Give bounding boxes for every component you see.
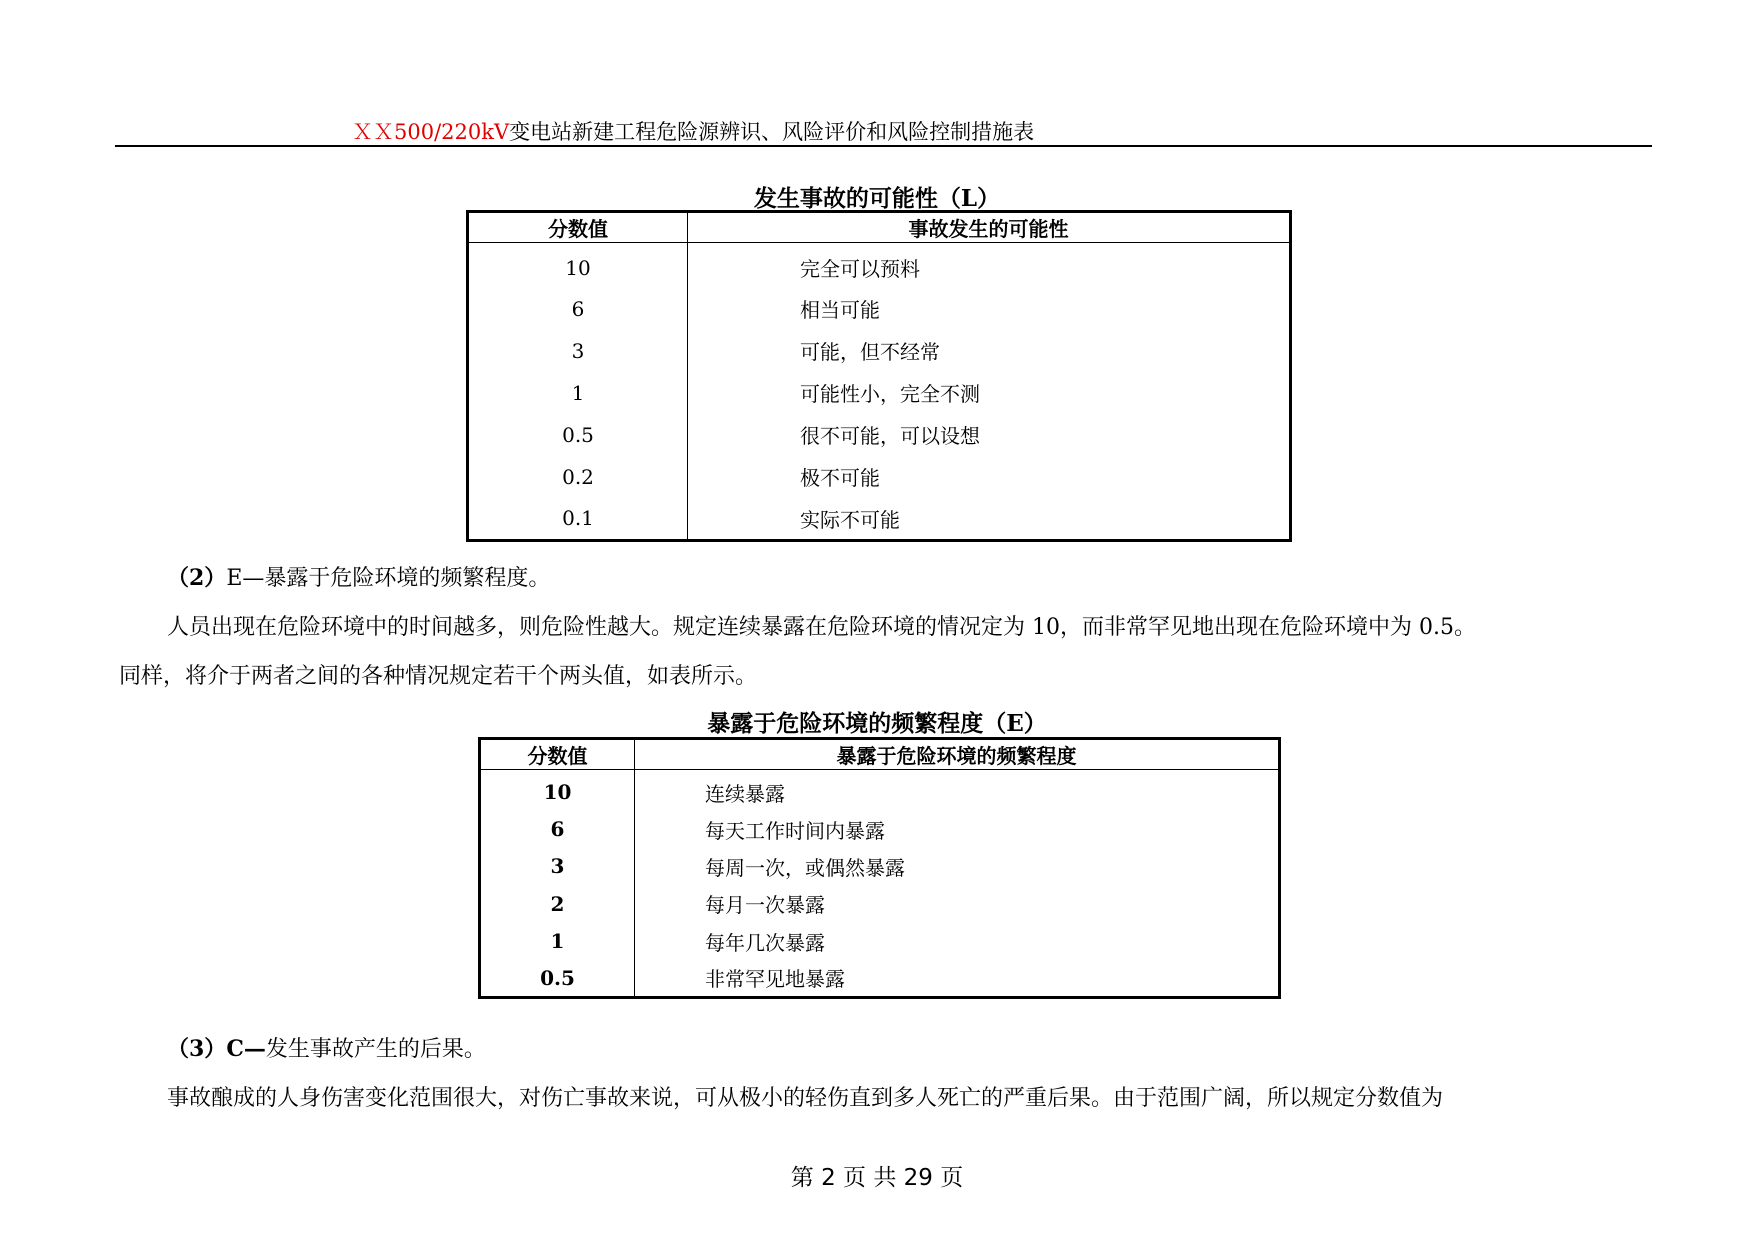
table-likelihood — [466, 210, 1292, 542]
desc-cell: 可能性小，完全不测 — [800, 382, 980, 406]
header-rule — [115, 145, 1652, 147]
section-C-heading — [167, 1032, 486, 1063]
table-exposure — [478, 737, 1281, 999]
table-row — [468, 414, 1291, 456]
score-cell: 10 — [480, 770, 635, 811]
score-cell: 0.5 — [468, 414, 688, 456]
score-cell: 0.1 — [468, 498, 688, 541]
score-cell: 10 — [468, 243, 688, 288]
section-E-heading — [167, 561, 550, 592]
desc-cell: 极不可能 — [800, 466, 880, 490]
section-C-title: 发生事故产生的后果。 — [265, 1037, 486, 1062]
section-E-paragraph-line1: 人员出现在危险环境中的时间越多，则危险性越大。规定连续暴露在危险环境的情况定为 10，而非常罕见地出现在危险环境中为 0.5。 — [167, 615, 1476, 640]
table-row — [480, 770, 1280, 811]
table-L-header-score: 分数值 — [468, 212, 688, 243]
desc-cell: 完全可以预料 — [800, 257, 920, 282]
score-cell: 6 — [480, 811, 635, 848]
section-C-number: （3） — [167, 1036, 227, 1062]
desc-cell: 每周一次，或偶然暴露 — [705, 855, 905, 880]
running-header — [352, 116, 1034, 146]
table-E-header-score: 分数值 — [480, 739, 635, 770]
table-row — [480, 811, 1280, 848]
table-L-header-desc: 事故发生的可能性 — [688, 212, 1291, 243]
desc-cell: 相当可能 — [800, 298, 880, 322]
desc-cell: 非常罕见地暴露 — [705, 967, 845, 992]
score-cell: 6 — [468, 288, 688, 330]
score-cell: 3 — [468, 330, 688, 372]
score-cell: 2 — [480, 885, 635, 923]
desc-cell: 每月一次暴露 — [705, 893, 825, 917]
table-row — [480, 848, 1280, 885]
desc-cell: 每年几次暴露 — [705, 930, 825, 955]
desc-cell: 可能，但不经常 — [800, 340, 940, 364]
section-E-paragraph-line2: 同样，将介于两者之间的各种情况规定若干个两头值，如表所示。 — [119, 664, 758, 689]
desc-cell: 很不可能，可以设想 — [800, 424, 980, 448]
desc-cell: 实际不可能 — [800, 507, 900, 532]
score-cell: 1 — [480, 923, 635, 960]
table-row — [468, 288, 1291, 330]
table-L-caption: 发生事故的可能性（L） — [753, 185, 1001, 212]
table-row — [480, 960, 1280, 998]
page-number: 第 2 页 共 29 页 — [790, 1165, 964, 1191]
score-cell: 0.5 — [480, 960, 635, 998]
table-row — [468, 372, 1291, 414]
header-project-code: ＸＸ500/220kV — [352, 120, 510, 144]
section-E-number: （2） — [167, 565, 227, 591]
header-title: 变电站新建工程危险源辨识、风险评价和风险控制措施表 — [509, 120, 1035, 144]
score-cell: 0.2 — [468, 456, 688, 498]
table-row — [468, 243, 1291, 288]
section-C-paragraph-line1: 事故酿成的人身伤害变化范围很大，对伤亡事故来说，可从极小的轻伤直到多人死亡的严重后果。由于范围广阔，所以规定分数值为 — [167, 1086, 1444, 1111]
desc-cell: 连续暴露 — [705, 781, 785, 806]
table-row — [468, 498, 1291, 541]
section-E-title: E—暴露于危险环境的频繁程度。 — [226, 566, 551, 591]
section-C-code: C— — [226, 1036, 266, 1062]
desc-cell: 每天工作时间内暴露 — [705, 818, 885, 843]
table-E-header-desc: 暴露于危险环境的频繁程度 — [635, 739, 1280, 770]
table-row — [468, 456, 1291, 498]
table-row — [480, 923, 1280, 960]
score-cell: 1 — [468, 372, 688, 414]
table-E-caption: 暴露于危险环境的频繁程度（E） — [707, 710, 1047, 737]
table-row — [468, 330, 1291, 372]
table-row — [480, 885, 1280, 923]
score-cell: 3 — [480, 848, 635, 885]
